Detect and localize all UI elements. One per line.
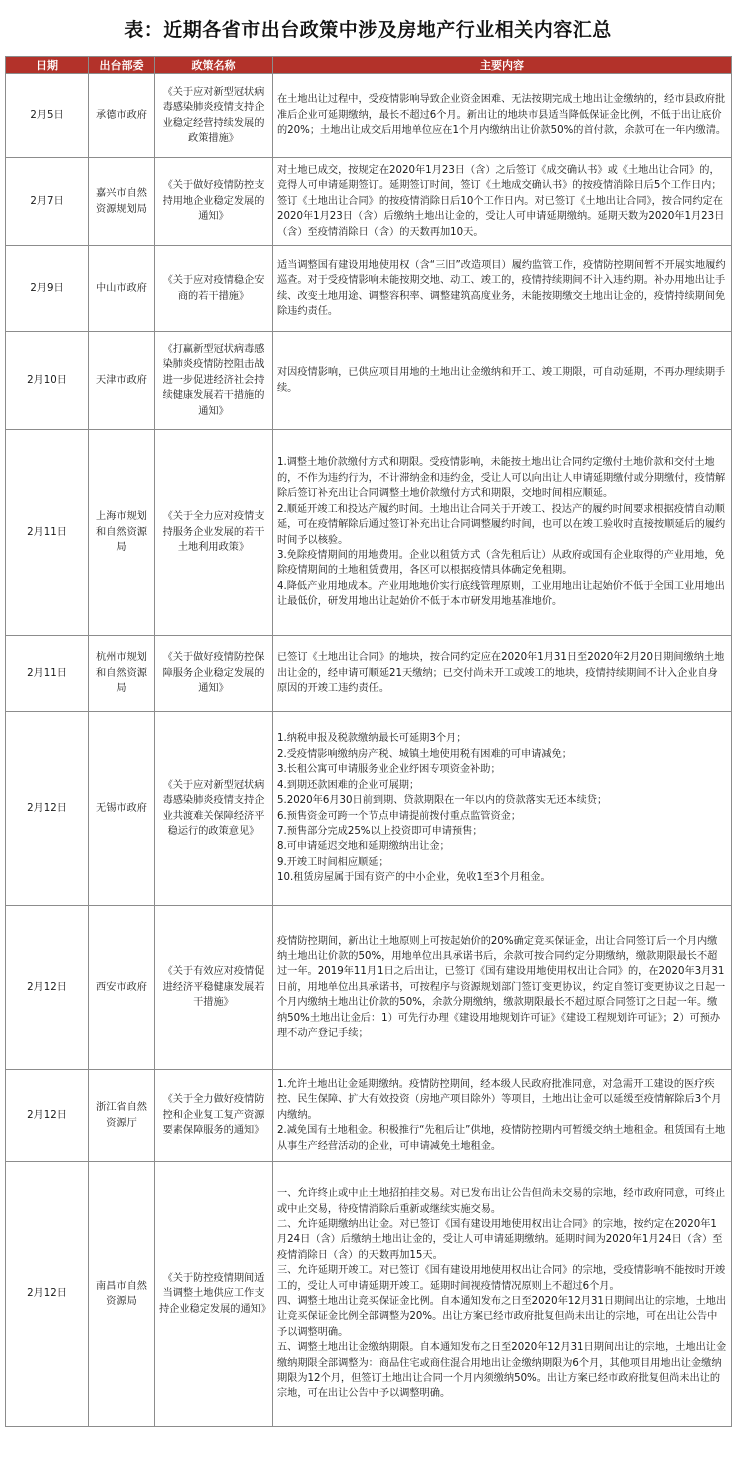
row-date: 2月11日 <box>6 430 89 636</box>
row-content <box>273 906 732 1070</box>
content-item: 2.减免国有土地租金。积极推行“先租后让”供地，疫情防控期内可暂缓交纳土地租金。租赁国有土地从事生产经营活动的企业，可申请减免土地租金。 <box>277 1125 726 1152</box>
row-department: 嘉兴市自然资源规划局 <box>89 158 155 246</box>
content-item: 7.预售部分完成25%以上投资即可申请预售； <box>277 825 483 837</box>
row-policy-name: 《关于防控疫情期间适当调整土地供应工作支持企业稳定发展的通知》 <box>155 1162 273 1427</box>
policy-table <box>5 56 732 1427</box>
table-body <box>6 74 732 1427</box>
row-content <box>273 712 732 906</box>
table-header-row <box>6 57 732 74</box>
content-item: 10.租赁房屋属于国有资产的中小企业，免收1至3个月租金。 <box>277 872 551 884</box>
header-date: 日期 <box>6 57 89 74</box>
table-row <box>6 1070 732 1162</box>
content-item: 1.纳税申报及税款缴纳最长可延期3个月； <box>277 733 467 745</box>
row-policy-name: 《关于应对新型冠状病毒感染肺炎疫情支持企业共渡难关保障经济平稳运行的政策意见》 <box>155 712 273 906</box>
row-content <box>273 74 732 158</box>
content-item: 8.可申请延迟交地和延期缴纳出让金； <box>277 841 450 853</box>
content-item: 3.长租公寓可申请服务业企业纾困专项资金补助； <box>277 764 501 776</box>
content-item: 五、调整土地出让金缴纳期限。自本通知发布之日至2020年12月31日期间出让的宗地，土地出让金缴纳期限全部调整为：商品住宅或商住混合用地出让金缴纳期限为6个月，其他项目用地出让金缴纳期限为12个月，但签订土地出让合同一个月内须缴纳50%。出让方案已经市政府批复但尚未出让的宗地，可在出让公告中予以调整明确。 <box>277 1342 727 1400</box>
table-row <box>6 712 732 906</box>
content-item: 9.开竣工时间相应顺延； <box>277 856 389 868</box>
row-date: 2月9日 <box>6 246 89 332</box>
row-department: 中山市政府 <box>89 246 155 332</box>
row-date: 2月7日 <box>6 158 89 246</box>
table-row <box>6 1162 732 1427</box>
content-item: 2.顺延开竣工和投达产履约时间。土地出让合同关于开竣工、投达产的履约时间要求根据疫情自动顺延，可在疫情解除后通过签订补充出让合同调整履约时间，也可以在竣工验收时直接按顺延后的履约时间予以核验。 <box>277 503 726 546</box>
row-department: 天津市政府 <box>89 332 155 430</box>
row-date: 2月12日 <box>6 906 89 1070</box>
header-policy-name: 政策名称 <box>155 57 273 74</box>
table-row <box>6 158 732 246</box>
table-row <box>6 74 732 158</box>
row-policy-name: 《关于做好疫情防控保障服务企业稳定发展的通知》 <box>155 636 273 712</box>
content-item: 三、允许延期开竣工。对已签订《国有建设用地使用权出让合同》的宗地，受疫情影响不能按时开竣工的，受让人可申请延期开竣工。延期时间视疫情情况原则上不超过6个月。 <box>277 1265 726 1292</box>
row-department: 南昌市自然资源局 <box>89 1162 155 1427</box>
content-item: 4.到期还款困难的企业可展期； <box>277 779 420 791</box>
page-title: 表：近期各省市出台政策中涉及房地产行业相关内容汇总 <box>124 19 612 41</box>
row-department: 上海市规划和自然资源局 <box>89 430 155 636</box>
row-date: 2月12日 <box>6 712 89 906</box>
content-item: 2.受疫情影响缴纳房产税、城镇土地使用税有困难的可申请减免； <box>277 748 572 760</box>
content-item: 一、允许终止或中止土地招拍挂交易。对已发布出让公告但尚未交易的宗地，经市政府同意，可终止或中止交易，待疫情消除后重新或继续实施交易。 <box>277 1188 726 1215</box>
row-department: 承德市政府 <box>89 74 155 158</box>
content-item: 已签订《土地出让合同》的地块，按合同约定应在2020年1月31日至2020年2月20日期间缴纳土地出让金的，经申请可顺延21天缴纳；已交付尚未开工或竣工的地块，疫情持续期间不计入企业自身原因的开竣工违约责任。 <box>277 652 725 695</box>
table-row <box>6 332 732 430</box>
content-item: 6.预售资金可跨一个节点申请提前拨付重点监管资金； <box>277 810 522 822</box>
row-content <box>273 430 732 636</box>
row-date: 2月12日 <box>6 1070 89 1162</box>
row-content <box>273 246 732 332</box>
content-item: 疫情防控期间，新出让土地原则上可按起始价的20%确定竞买保证金，出让合同签订后一个月内缴纳土地出让价款的50%，用地单位出具承诺书后，余款可按合同约定分期缴纳，缴款期限最长不超过一年。2019年11月1日之后出让，已签订《国有建设用地使用权出让合同》的，在2020年3月31日前，用地单位出具承诺书，可按程序与资源规划部门签订变更协议，约定自签订变更协议之日起一个月内缴纳土地出让价款的50%，余款分期缴纳，缴款期限最长不超过原合同签订之日起一年。缴纳50%土地出让金后：1）可先行办理《建设用地规划许可证》《建设工程规划许可证》；2）可预办理不动产登记手续； <box>277 935 726 1040</box>
content-item: 1.调整土地价款缴付方式和期限。受疫情影响，未能按土地出让合同约定缴付土地价款和交付土地的，不作为违约行为，不计滞纳金和违约金，受让人可以向出让人申请延期缴付或分期缴付，疫情解除后签订补充出让合同调整土地价款缴付方式和期限，交地时间相应顺延。 <box>277 457 726 500</box>
header-dept: 出台部委 <box>89 57 155 74</box>
row-policy-name: 《关于做好疫情防控支持用地企业稳定发展的通知》 <box>155 158 273 246</box>
row-date: 2月11日 <box>6 636 89 712</box>
row-department: 浙江省自然资源厅 <box>89 1070 155 1162</box>
row-policy-name: 《关于应对新型冠状病毒感染肺炎疫情支持企业稳定经营持续发展的政策措施》 <box>155 74 273 158</box>
table-row <box>6 430 732 636</box>
content-item: 1.允许土地出让金延期缴纳。疫情防控期间，经本级人民政府批准同意，对急需开工建设的医疗疾控、民生保障、扩大有效投资（房地产项目除外）等项目，土地出让金可以延缓至疫情解除后3个月内缴纳。 <box>277 1078 722 1121</box>
content-item: 四、调整土地出让竞买保证金比例。自本通知发布之日至2020年12月31日期间出让的宗地，土地出让竞买保证金比例全部调整为20%。出让方案已经市政府批复但尚未出让的宗地，可在出让公告中予以调整明确。 <box>277 1296 727 1338</box>
content-item: 4.降低产业用地成本。产业用地地价实行底线管理原则，工业用地出让起始价不低于全国工业用地出让最低价，研发用地出让起始价不低于本市研发用地基准地价。 <box>277 580 725 608</box>
row-department: 西安市政府 <box>89 906 155 1070</box>
content-item: 二、允许延期缴纳出让金。对已签订《国有建设用地使用权出让合同》的宗地，按约定在2020年1月24日（含）后缴纳土地出让金的，受让人可申请延期缴纳。延期时间为2020年1月24日（含）至疫情消除日（含）的天数再加15天。 <box>277 1218 723 1261</box>
row-policy-name: 《打赢新型冠状病毒感染肺炎疫情防控阻击战进一步促进经济社会持续健康发展若干措施的通知》 <box>155 332 273 430</box>
row-content <box>273 332 732 430</box>
table-row <box>6 246 732 332</box>
row-content <box>273 1070 732 1162</box>
content-item: 5.2020年6月30日前到期、贷款期限在一年以内的贷款落实无还本续贷； <box>277 795 608 807</box>
row-content <box>273 158 732 246</box>
row-policy-name: 《关于有效应对疫情促进经济平稳健康发展若干措施》 <box>155 906 273 1070</box>
content-item: 3.免除疫情期间的用地费用。企业以租赁方式（含先租后让）从政府或国有企业取得的产业用地，免除疫情期间的土地租赁费用，各区可以根据疫情具体确定免租期。 <box>277 549 725 577</box>
header-content: 主要内容 <box>273 57 732 74</box>
table-row <box>6 906 732 1070</box>
table-row <box>6 636 732 712</box>
row-policy-name: 《关于全力应对疫情支持服务企业发展的若干土地利用政策》 <box>155 430 273 636</box>
content-item: 适当调整国有建设用地使用权（含“三旧”改造项目）履约监管工作，疫情防控期间暂不开展实地履约巡查。对于受疫情影响未能按期交地、动工、竣工的，疫情持续期间不计入违约期。补办用地出让手续、改变土地用途、调整容积率、调整建筑高度业务，未能按期缴交土地出让金的，疫情持续期间免除违约责任。 <box>277 259 726 317</box>
row-date: 2月5日 <box>6 74 89 158</box>
content-item: 在土地出让过程中，受疫情影响导致企业资金困难、无法按期完成土地出让金缴纳的，经市县政府批准后企业可延期缴纳，最长不超过6个月。新出让的地块市县适当降低保证金比例，不低于出让底价的20%；土地出让成交后用地单位应在1个月内缴纳出让价款50%的首付款，余款可在一年内缴清。 <box>277 94 727 137</box>
content-item: 对土地已成交，按规定在2020年1月23日（含）之后签订《成交确认书》或《土地出让合同》的，竞得人可申请延期签订。延期签订时间，签订《土地成交确认书》的按疫情消除日后5个工作日内；签订《土地出让合同》的按疫情消除日后10个工作日内。对已签订《土地出让合同》，按合同约定在2020年1月23日（含）后缴纳土地出让金的，受让人可申请延期缴纳。延期天数为2020年1月23日（含）至疫情消除日（含）的天数再加10天。 <box>277 164 725 238</box>
row-department: 杭州市规划和自然资源局 <box>89 636 155 712</box>
row-policy-name: 《关于应对疫情稳企安商的若干措施》 <box>155 246 273 332</box>
row-policy-name: 《关于全力做好疫情防控和企业复工复产资源要素保障服务的通知》 <box>155 1070 273 1162</box>
row-date: 2月10日 <box>6 332 89 430</box>
row-content <box>273 1162 732 1427</box>
content-item: 对因疫情影响，已供应项目用地的土地出让金缴纳和开工、竣工期限，可自动延期，不再办理续期手续。 <box>277 367 726 394</box>
row-content <box>273 636 732 712</box>
row-department: 无锡市政府 <box>89 712 155 906</box>
row-date: 2月12日 <box>6 1162 89 1427</box>
